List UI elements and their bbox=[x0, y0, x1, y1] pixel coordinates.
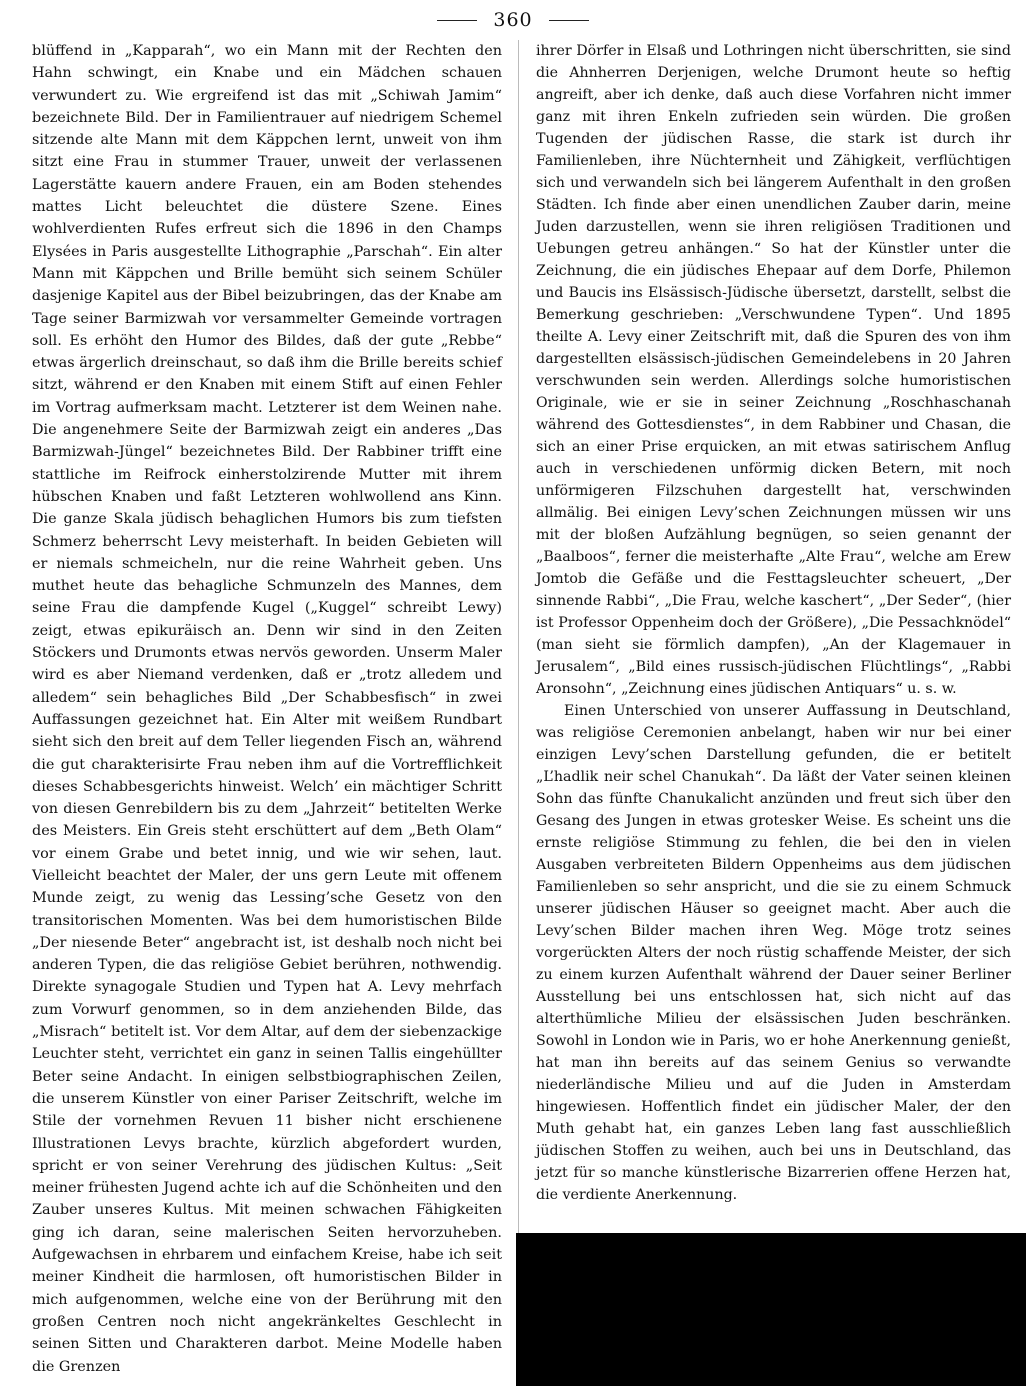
scan-black-area bbox=[516, 1233, 1026, 1386]
right-column bbox=[536, 40, 1011, 1206]
right-paragraph-1: ihrer Dörfer in Elsaß und Lothringen nicht überschritten, sie sind die Ahnherren Derjenigen, welche Drumont heute so heftig angreift, aber ich denke, daß auch diese Vorfahren nicht immer ganz mit ihren Enkeln zufrieden sein würden. Die großen Tugenden der jüdischen Rasse, die stark ist durch ihr Familienleben, ihre Nüchternheit und Zähigkeit, verflüchtigen sich und verwandeln sich bei längerem Aufenthalt in den großen Städten. Ich finde aber einen unendlichen Zauber darin, meine Juden darzustellen, wenn sie ihren religiösen Traditionen und Uebungen getreu anhängen.“ So hat der Künstler unter die Zeichnung, die ein jüdisches Ehepaar auf dem Dorfe, Philemon und Baucis ins Elsässisch-Jüdische übersetzt, darstellt, selbst die Bemerkung geschrieben: „Verschwundene Typen“. Und 1895 theilte A. Levy einer Zeitschrift mit, daß die Spuren des von ihm dargestellten elsässisch-jüdischen Gemeindelebens in 20 Jahren verschwunden sein werden. Allerdings solche humoristischen Originale, wie er sie in seiner Zeichnung „Roschhaschanah während des Gottesdienstes“, in dem Rabbiner und Chasan, die sich an einer Prise erquicken, an mit etwas satirischem Anflug auch in verschiedenen unförmig dicken Betern, mit noch unförmigeren Filzschuhen dargestellt hat, verschwinden allmälig. Bei einigen Levy’schen Zeichnungen müssen wir uns mit der bloßen Aufzählung begnügen, so seien genannt der „Baalboos“, ferner die meisterhafte „Alte Frau“, welche am Erew Jomtob die Gefäße und die Festtagsleuchter scheuert, „Der sinnende Rabbi“, „Die Frau, welche kaschert“, „Der Seder“, (hier ist Professor Oppenheim doch der Größere), „Die Pessachknödel“ (man sieht sie förmlich dampfen), „An der Klagemauer in Jerusalem“, „Bild eines russisch-jüdischen Flüchtlings“, „Rabbi Aronsohn“, „Zeichnung eines jüdischen Antiquars“ u. s. w. bbox=[536, 43, 1011, 697]
left-paragraph-1: blüffend in „Kapparah“, wo ein Mann mit der Rechten den Hahn schwingt, ein Knabe und ein Mädchen schauen verwundert zu. Wie ergreifend ist das mit „Schiwah Jamim“ bezeichnete Bild. Der in Familientrauer auf niedrigem Schemel sitzende alte Mann mit dem Käppchen lernt, unweit von ihm sitzt eine Frau in stummer Trauer, unweit der verlassenen Lagerstätte kauern andere Frauen, ein am Boden stehendes mattes Licht beleuchtet die düstere Szene. Eines wohlverdienten Rufes erfreut sich die 1896 in den Champs Elysées in Paris ausgestellte Lithographie „Parschah“. Ein alter Mann mit Käppchen und Brille bemüht sich seinem Schüler dasjenige Kapitel aus der Bibel beizubringen, das der Knabe am Tage seiner Barmizwah vor versammelter Gemeinde vortragen soll. Es erhöht den Humor des Bildes, daß der gute „Rebbe“ etwas ärgerlich dreinschaut, so daß ihm die Brille bereits schief sitzt, während er den Knaben mit einem Stift auf einen Fehler im Vortrag aufmerksam macht. Letzterer ist dem Weinen nahe. Die angenehmere Seite der Barmizwah zeigt ein anderes „Das Barmizwah-Jüngel“ bezeichnetes Bild. Der Rabbiner trifft eine stattliche im Reifrock einherstolzirende Mutter mit ihrem hübschen Knaben und faßt Letzteren wohlwollend ans Kinn. Die ganze Skala jüdisch behaglichen Humors bis zum tiefsten Schmerz beherrscht Levy meisterhaft. In beiden Gebieten will er niemals schmeicheln, nur die reine Wahrheit geben. Uns muthet heute das behagliche Schmunzeln des Mannes, dem seine Frau die dampfende Kugel („Kuggel“ schreibt Lewy) zeigt, etwas epikuräisch an. Denn wir sind in den Zeiten Stöckers und Drumonts etwas nervös geworden. Unserm Maler wird es aber Niemand verdenken, daß er „trotz alledem und alledem“ sein behagliches Bild „Der Schabbesfisch“ in zwei Auffassungen gezeichnet hat. Ein Alter mit weißem Rundbart sieht sich den breit auf dem Teller liegenden Fisch an, während die gut charakterisirte Frau neben ihm auf die Vortrefflichkeit dieses Schabbesgerichts hinweist. Welch’ ein mächtiger Schritt von diesen Genrebildern bis zu dem „Jahrzeit“ betitelten Werke des Meisters. Ein Greis steht erschüttert auf dem „Beth Olam“ vor einem Grabe und betet innig, und wie wir sehen, laut. Vielleicht beachtet der Maler, der uns gern Leute mit offenem Munde zeigt, zu wenig das Lessing’sche Gesetz von den transitorischen Momenten. Was bei dem humoristischen Bilde „Der niesende Beter“ angebracht ist, ist deshalb noch nicht bei anderen Typen, die das religiöse Gebiet berühren, nothwendig. Direkte synagogale Studien und Typen hat A. Levy mehrfach zum Vorwurf genommen, so in dem anziehenden Bilde, das „Misrach“ betitelt ist. Vor dem Altar, auf dem der siebenzackige Leuchter steht, verrichtet ein ganz in seinen Tallis eingehüllter Beter seine Andacht. In einigen selbstbiographischen Zeilen, die unserem Künstler von einer Pariser Zeitschrift, welche im Stile der vornehmen Revuen 11 bisher nicht erschienene Illustrationen Levys brachte, kürzlich abgefordert wurden, spricht er von seiner Verehrung des jüdischen Kultus: „Seit meiner frühesten Jugend achte ich auf die Schönheiten und den Zauber unseres Kultus. Mit meinen schwachen Fähigkeiten ging ich daran, seine malerischen Seiten hervorzuheben. Aufgewachsen in ehrbarem und einfachem Kreise, habe ich seit meiner Kindheit die harmlosen, oft humoristischen Bilder in mich aufgenommen, welche eine von der Berührung mit den großen Centren noch nicht angekränkeltes Geschlecht in seinen Sitten und Charakteren darbot. Meine Modelle haben die Grenzen bbox=[32, 43, 502, 1375]
header-rule-right bbox=[549, 20, 589, 21]
left-column bbox=[32, 40, 502, 1378]
page-number: 360 bbox=[493, 9, 533, 31]
page-header bbox=[0, 6, 1026, 34]
right-paragraph-2: Einen Unterschied von unserer Auffassung in Deutschland, was religiöse Ceremonien anbelangt, haben wir nur bei einer einzigen Levy’schen Darstellung gefunden, die er betitelt „L’hadlik neir schel Chanukah“. Da läßt der Vater seinen kleinen Sohn das fünfte Chanukalicht anzünden und freut sich über den Gesang des Jungen in etwas grotesker Weise. Es scheint uns die ernste religiöse Stimmung zu fehlen, die bei den in vielen Ausgaben verbreiteten Bildern Oppenheims aus dem jüdischen Familienleben so sehr anspricht, und die sie zu einem Schmuck unserer jüdischen Häuser so geeignet macht. Aber auch die Levy’schen Bilder machen ihren Weg. Möge trotz seines vorgerückten Alters der noch rüstig schaffende Meister, der sich zu einem kurzen Aufenthalt während der Dauer seiner Berliner Ausstellung bei uns entschlossen hat, sich nicht auf das alterthümliche Milieu der elsässischen Juden beschränken. Sowohl in London wie in Paris, wo er hohe Anerkennung genießt, hat man ihn bereits auf das seinem Genius so verwandte niederländische Milieu und auf die Juden in Amsterdam hingewiesen. Hoffentlich findet ein jüdischer Maler, der den Muth gehabt hat, ein ganzes Leben lang fast ausschließlich jüdischen Stoffen zu weihen, auch bei uns in Deutschland, das jetzt für so manche künstlerische Bizarrerien offene Herzen hat, die verdiente Anerkennung. bbox=[536, 703, 1011, 1203]
header-rule-left bbox=[437, 20, 477, 21]
column-divider bbox=[518, 40, 519, 1380]
